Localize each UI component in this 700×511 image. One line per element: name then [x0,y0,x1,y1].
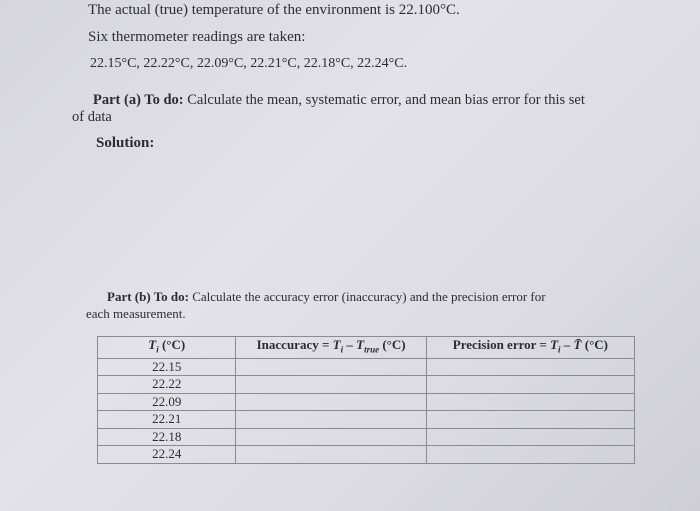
problem-statement-line-2: Six thermometer readings are taken: [88,29,306,45]
inaccuracy-cell[interactable] [236,376,426,394]
table-row [98,393,635,411]
header-precision-error: Precision error = $T_i$ – T̄ (°C) [426,337,634,359]
inaccuracy-cell[interactable] [236,393,426,411]
reading-cell: 22.18 [98,428,236,446]
measurement-table [97,336,635,464]
part-b-label: Part (b) To do: [107,289,189,304]
header-temperature: $T_i$ (°C) [98,337,236,359]
table-row [98,428,635,446]
table-row [98,411,635,429]
part-a-instruction [93,92,673,109]
table-row [98,446,635,464]
precision-cell[interactable] [426,428,634,446]
reading-cell: 22.21 [98,411,236,429]
part-b-instruction [107,289,546,305]
precision-cell[interactable] [426,358,634,376]
inaccuracy-cell[interactable] [236,428,426,446]
problem-statement-line-1: The actual (true) temperature of the environment is 22.100°C. [88,2,460,18]
header-inaccuracy: Inaccuracy = $T_i - T_{true}$ (°C) [236,337,426,359]
table-row [98,358,635,376]
precision-cell[interactable] [426,393,634,411]
solution-label: Solution: [96,135,155,151]
precision-cell[interactable] [426,376,634,394]
inaccuracy-cell[interactable] [236,446,426,464]
reading-cell: 22.22 [98,376,236,394]
precision-cell[interactable] [426,446,634,464]
inaccuracy-cell[interactable] [236,411,426,429]
reading-cell: 22.15 [98,358,236,376]
readings-list: 22.15°C, 22.22°C, 22.09°C, 22.21°C, 22.18°C, 22.24°C. [90,56,408,71]
part-b-text: Calculate the accuracy error (inaccuracy) and the precision error for [192,289,546,304]
part-a-text: Calculate the mean, systematic error, and mean bias error for this set [187,92,585,108]
table-header-row [98,337,635,359]
part-a-label: Part (a) To do: [93,92,184,108]
reading-cell: 22.09 [98,393,236,411]
precision-cell[interactable] [426,411,634,429]
reading-cell: 22.24 [98,446,236,464]
table-row [98,376,635,394]
part-b-text-continued: each measurement. [86,306,186,321]
part-a-text-continued: of data [72,109,112,125]
inaccuracy-cell[interactable] [236,358,426,376]
